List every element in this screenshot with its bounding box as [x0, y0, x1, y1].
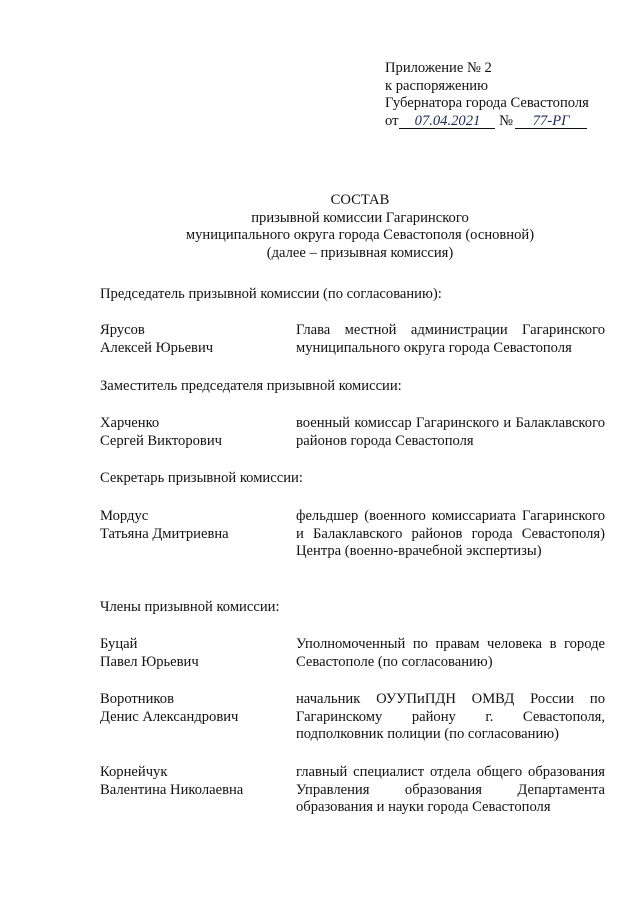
chair-heading: Председатель призывной комиссии (по согласованию):: [100, 286, 442, 302]
member-name: [100, 764, 285, 799]
title-line-1: СОСТАВ: [330, 192, 390, 208]
member-surname: Воротников: [100, 691, 174, 707]
member-given-names: Павел Юрьевич: [100, 653, 199, 670]
member-surname: Мордус: [100, 508, 149, 524]
deputy-heading: Заместитель председателя призывной комиссии:: [100, 378, 402, 394]
member-role: Глава местной администрации Гагаринского муниципального округа города Севастополя: [296, 322, 605, 356]
member-role: военный комиссар Гагаринского и Балаклавского районов города Севастополя: [296, 415, 605, 449]
member-name: [100, 322, 285, 357]
member-role: главный специалист отдела общего образования Управления образования Департамента образования и науки города Севастополя: [296, 764, 605, 815]
member-role: фельдшер (военного комиссариата Гагаринского и Балаклавского районов города Севастополя) Центра (военно-врачебной экспертизы): [296, 508, 605, 559]
title-line-2: призывной комиссии Гагаринского: [251, 209, 469, 226]
annex-reference: к распоряжению: [385, 77, 488, 94]
member-name: [100, 508, 285, 543]
handwritten-date: 07.04.2021: [399, 114, 495, 130]
member-given-names: Татьяна Дмитриевна: [100, 525, 229, 542]
annex-header: [385, 60, 625, 130]
handwritten-number: 77-РГ: [515, 114, 587, 130]
member-surname: Харченко: [100, 415, 160, 431]
number-sign: №: [499, 112, 514, 129]
member-role: Уполномоченный по правам человека в городе Севастополе (по согласованию): [296, 636, 605, 670]
date-prefix: от: [385, 112, 399, 129]
document-title: [140, 192, 580, 262]
member-given-names: Валентина Николаевна: [100, 781, 244, 798]
secretary-heading: Секретарь призывной комиссии:: [100, 470, 303, 486]
member-name: [100, 691, 285, 726]
member-name: [100, 415, 285, 450]
annex-number: Приложение № 2: [385, 60, 492, 76]
member-given-names: Алексей Юрьевич: [100, 339, 214, 356]
member-name: [100, 636, 285, 671]
member-surname: Буцай: [100, 636, 138, 652]
title-line-4: (далее – призывная комиссия): [266, 244, 454, 261]
members-heading: Члены призывной комиссии:: [100, 599, 280, 615]
annex-authority: Губернатора города Севастополя: [385, 95, 589, 111]
title-line-3: муниципального округа города Севастополя (основной): [185, 227, 535, 243]
member-surname: Корнейчук: [100, 764, 168, 780]
member-role: начальник ОУУПиПДН ОМВД России по Гагаринскому району г. Севастополя, подполковник полиции (по согласованию): [296, 691, 605, 742]
annex-date-line: [385, 113, 625, 131]
member-given-names: Денис Александрович: [100, 708, 239, 725]
member-given-names: Сергей Викторович: [100, 432, 222, 449]
member-surname: Ярусов: [100, 322, 145, 338]
